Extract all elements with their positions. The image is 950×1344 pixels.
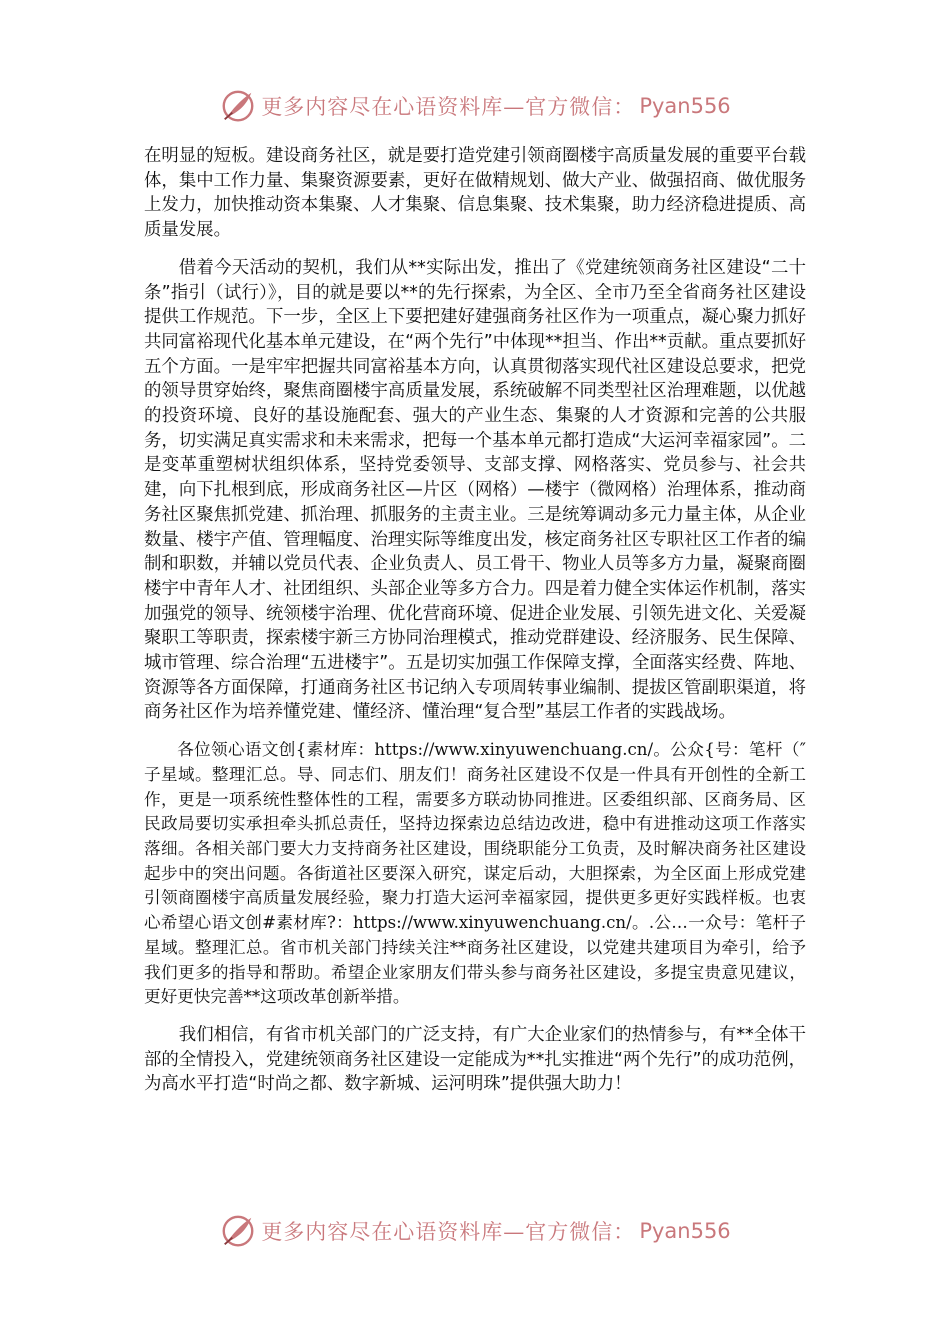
header-banner [0,86,950,126]
paragraph-4: 我们相信，有省市机关部门的广泛支持，有广大企业家们的热情参与，有**全体干部的全情投入，党建统领商务社区建设一定能成为**扎实推进“两个先行”的成功范例，为高水平打造“时尚之都、数字新城、运河明珠”提供强大助力！ [144,1024,806,1095]
header-wechat-handle: Pyan556 [639,94,731,118]
paragraph-1: 在明显的短板。建设商务社区，就是要打造党建引领商圈楼宇高质量发展的重要平台载体，集中工作力量、集聚资源要素，更好在做精规划、做大产业、做强招商、做优服务上发力，加快推动资本集聚、人才集聚、信息集聚、技术集聚，助力经济稳进提质、高质量发展。 [144,146,806,241]
quill-logo-icon [219,87,257,125]
footer-site-text: 更多内容尽在心语资料库—官方微信： [261,1220,636,1244]
header-site-text: 更多内容尽在心语资料库—官方微信： [261,95,636,119]
footer-banner [0,1211,950,1251]
paragraph-2: 借着今天活动的契机，我们从**实际出发，推出了《党建统领商务社区建设“二十条”指引（试行）》，目的就是要以**的先行探索，为全区、全市乃至全省商务社区建设提供工作规范。下一步，全区上下要把建好建强商务社区作为一项重点，凝心聚力抓好共同富裕现代化基本单元建设，在“两个先行”中体现**担当、作出**贡献。重点要抓好五个方面。一是牢牢把握共同富裕基本方向，认真贯彻落实现代社区建设总要求，把党的领导贯穿始终，聚焦商圈楼宇高质量发展，系统破解不同类型社区治理难题，以优越的投资环境、良好的基设施配套、强大的产业生态、集聚的人才资源和完善的公共服务，切实满足真实需求和未来需求，把每一个基本单元都打造成“大运河幸福家园”。二是变革重塑树状组织体系，坚持党委领导、支部支撑、网格落实、党员参与、社会共建，向下扎根到底，形成商务社区—片区（网格）—楼宇（微网格）治理体系，推动商务社区聚焦抓党建、抓治理、抓服务的主责主业。三是统筹调动多元力量主体，从企业数量、楼宇产值、管理幅度、治理实际等维度出发，核定商务社区专职社区工作者的编制和职数，并辅以党员代表、企业负责人、员工骨干、物业人员等多方力量，凝聚商圈楼宇中青年人才、社团组织、头部企业等多方合力。四是着力健全实体运作机制，落实加强党的领导、统领楼宇治理、优化营商环境、促进企业发展、引领先进文化、关爱凝聚职工等职责，探索楼宇新三方协同治理模式，推动党群建设、经济服务、民生保障、城市管理、综合治理“五进楼宇”。五是切实加强工作保障支撑，全面落实经费、阵地、资源等各方面保障，打通商务社区书记纳入专项周转事业编制、提拔区管副职渠道，将商务社区作为培养懂党建、懂经济、懂治理“复合型”基层工作者的实践战场。 [144,257,806,723]
quill-logo-icon [219,1212,257,1250]
paragraph-3: 各位领心语文创{素材库：https://www.xinyuwenchuang.cn/。公众{号：笔杆（″子星域。整理汇总。导、同志们、朋友们！商务社区建设不仅是一件具有开创性的全新工作，更是一项系统性整体性的工程，需要多方联动协同推进。区委组织部、区商务局、区民政局要切实承担牵头抓总责任，坚持边探索边总结边改进，稳中有进推动这项工作落实落细。各相关部门要大力支持商务社区建设，围绕职能分工负责，及时解决商务社区建设起步中的突出问题。各街道社区要深入研究，谋定后动，大胆探索，为全区面上形成党建引领商圈楼宇高质量发展经验，聚力打造大运河幸福家园，提供更多更好实践样板。也衷心希望心语文创#素材库?：https://www.xinyuwenchuang.cn/。.公…一众号：笔杆子星域。整理汇总。省市机关部门持续关注**商务社区建设，以党建共建项目为牵引，给予我们更多的指导和帮助。希望企业家朋友们带头参与商务社区建设，多提宝贵意见建议，更好更快完善**这项改革创新举措。 [144,740,806,1007]
footer-wechat-handle: Pyan556 [639,1219,731,1243]
document-body [144,144,806,1097]
